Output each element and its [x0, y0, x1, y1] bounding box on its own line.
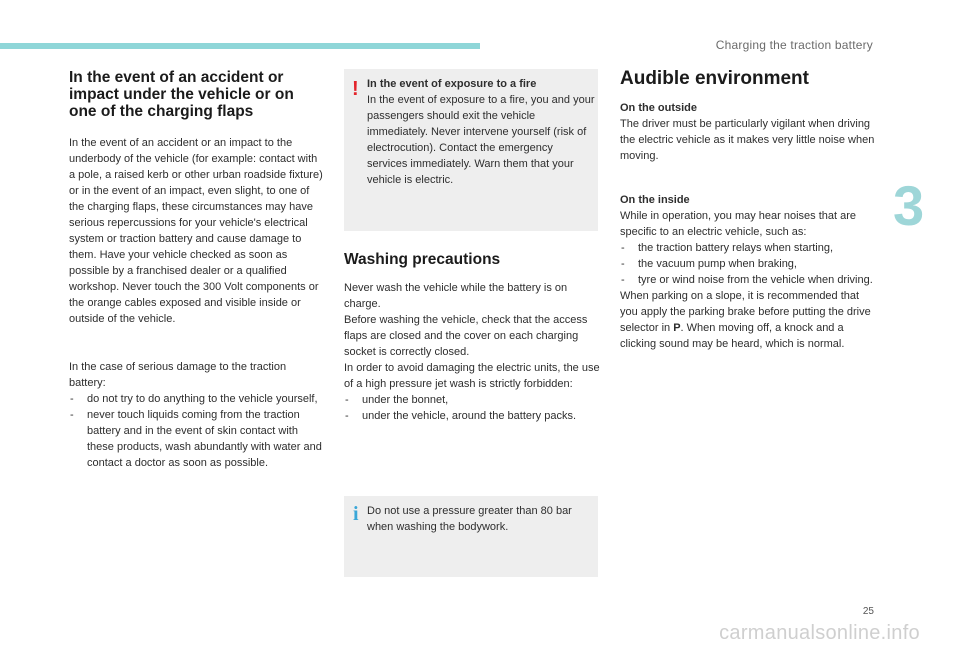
watermark-text: carmanualsonline.info	[719, 622, 920, 644]
fire-warning-title: In the event of exposure to a fire	[367, 78, 537, 90]
accident-paragraph: In the event of an accident or an impact to the underbody of the vehicle (for example: contact with a pole, a raised kerb or other urban roadside fixture) or in the event of an impact, even slight, to one of the charging flaps, these circumstances may have serious repercussions for your vehicle's electrical system or traction battery and cause damage to them. Have your vehicle checked as soon as possible by a franchised dealer or a qualified workshop. Never touch the 300 Volt components or the orange cables exposed and visible inside or outside of the vehicle.	[69, 137, 323, 325]
list-item: - under the vehicle, around the battery packs.	[344, 408, 600, 424]
list-item: - the vacuum pump when braking,	[620, 256, 878, 272]
inside-text: While in operation, you may hear noises that are specific to an electric vehicle, such as:	[620, 210, 857, 238]
outside-title: On the outside	[620, 102, 697, 114]
washing-line-3: In order to avoid damaging the electric units, the use of a high pressure jet wash is strictly forbidden:	[344, 362, 600, 390]
list-item: - do not try to do anything to the vehicle yourself,	[69, 391, 324, 407]
fire-warning-text: In the event of exposure to a fire, you and your passengers should exit the vehicle immediately. Never intervene yourself (risk of electrocution). Contact the emergency services immediately. Warn them that your vehicle is electric.	[367, 94, 595, 186]
fire-warning-box	[344, 69, 598, 231]
audible-section	[620, 68, 878, 352]
inside-title: On the inside	[620, 194, 690, 206]
washing-line-2: Before washing the vehicle, check that the access flaps are closed and the cover on each charging socket is correctly closed.	[344, 314, 588, 358]
washing-line-1: Never wash the vehicle while the battery is on charge.	[344, 282, 568, 310]
list-item: - the traction battery relays when starting,	[620, 240, 878, 256]
header-accent-bar	[0, 43, 480, 49]
drive-selector-p: P	[673, 322, 681, 334]
parking-text: When parking on a slope, it is recommended that you apply the parking brake before putting the drive selector in P. When moving off, a knock and a clicking sound may be heard, which is normal.	[620, 290, 871, 350]
list-item: - tyre or wind noise from the vehicle when driving.	[620, 272, 878, 288]
washing-title: Washing precautions	[344, 251, 501, 268]
battery-damage-list	[69, 391, 324, 471]
page-number: 25	[862, 606, 874, 617]
list-item: - never touch liquids coming from the traction battery and in the event of skin contact with these products, wash abundantly with water and contact a doctor as soon as possible.	[69, 407, 324, 471]
exclamation-icon: !	[352, 78, 359, 100]
audible-title: Audible environment	[620, 68, 809, 89]
battery-damage-intro: In the case of serious damage to the traction battery:	[69, 361, 287, 389]
chapter-number: 3	[893, 174, 925, 237]
noise-list	[620, 240, 878, 288]
washing-section	[344, 251, 600, 424]
list-item: - under the bonnet,	[344, 392, 600, 408]
pressure-info-text: Do not use a pressure greater than 80 bar when washing the bodywork.	[367, 505, 572, 533]
outside-text: The driver must be particularly vigilant when driving the electric vehicle as it makes very little noise when moving.	[620, 118, 875, 162]
chapter-header-title: Charging the traction battery	[715, 38, 873, 52]
info-icon: i	[353, 503, 359, 525]
pressure-info-box	[344, 496, 598, 577]
washing-list	[344, 392, 600, 424]
accident-section	[69, 69, 324, 471]
accident-title: In the event of an accident or impact under the vehicle or on one of the charging flaps	[69, 69, 294, 120]
